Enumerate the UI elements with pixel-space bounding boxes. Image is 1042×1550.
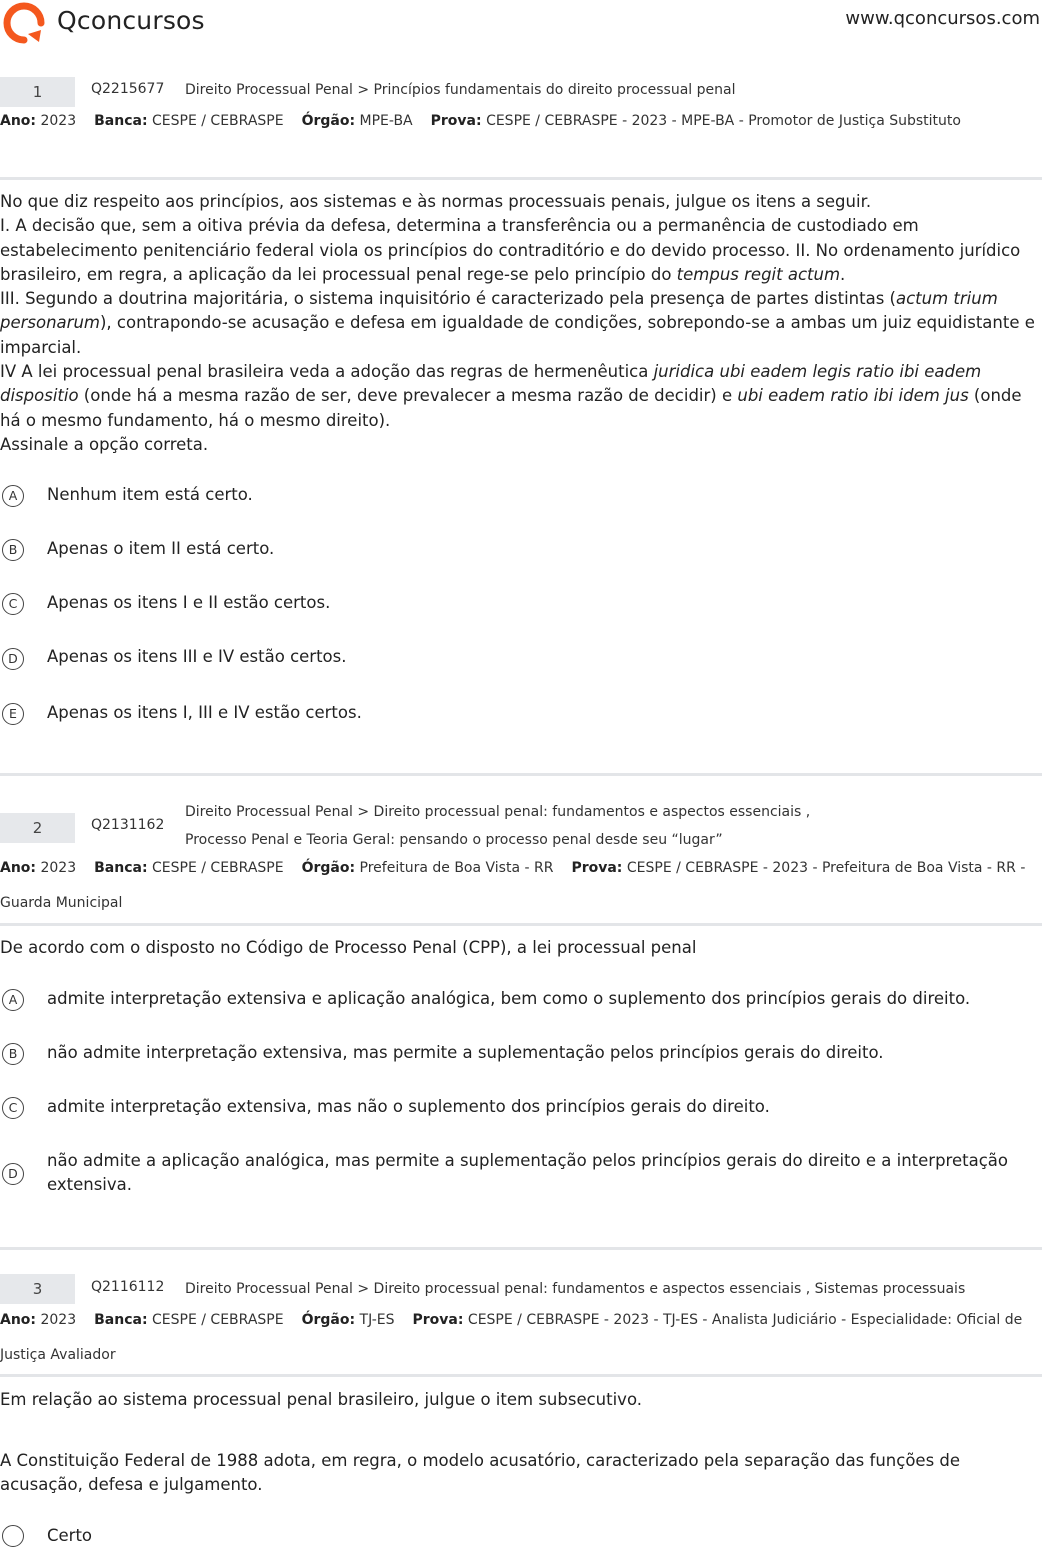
meta-exam[interactable]: CESPE / CEBRASPE - 2023 - MPE-BA - Promotor de Justiça Substituto <box>486 113 961 129</box>
stem-intro: Em relação ao sistema processual penal brasileiro, julgue o item subsecutivo. <box>0 1390 643 1409</box>
option-certo-text[interactable]: Certo <box>47 1526 93 1545</box>
meta-board[interactable]: CESPE / CEBRASPE <box>152 113 284 129</box>
question-subject[interactable]: Processo Penal e Teoria Geral: pensando o processo penal desde seu “lugar” <box>185 832 723 848</box>
meta-exam[interactable]: CESPE / CEBRASPE - 2023 - TJ-ES - Analista Judiciário - Especialidade: Oficial de Justiça Avaliador <box>0 1312 1023 1363</box>
option-a-radio[interactable]: A <box>2 989 24 1011</box>
option-b-text[interactable]: Apenas o item II está certo. <box>47 539 275 558</box>
meta-year: 2023 <box>40 860 77 876</box>
meta-agency[interactable]: TJ-ES <box>359 1312 395 1328</box>
meta-board[interactable]: CESPE / CEBRASPE <box>152 1312 284 1328</box>
meta-exam[interactable]: CESPE / CEBRASPE - 2023 - Prefeitura de Boa Vista - RR - Guarda Municipal <box>0 860 1026 911</box>
meta-board-label: Banca: <box>94 1312 148 1328</box>
question-id[interactable]: Q2116112 <box>91 1279 165 1295</box>
stem-item: I. A decisão que, sem a oitiva prévia da defesa, determina a transferência ou a permanência de custodiado em estabelecimento penitenciário federal viola os princípios do contraditório e do devido processo. II. No ordenamento jurídico brasileiro, em regra, a aplicação da lei processual penal rege-se pelo princípio do tempus regit actum. <box>0 216 1021 284</box>
question-meta <box>0 1303 1030 1373</box>
question-stem <box>0 190 1042 457</box>
meta-board-label: Banca: <box>94 860 148 876</box>
option-certo-radio[interactable] <box>2 1525 24 1547</box>
question-stem <box>0 1388 1042 1412</box>
divider <box>0 923 1042 926</box>
question-number: 2 <box>0 813 75 843</box>
meta-exam-label: Prova: <box>430 113 482 129</box>
stem-intro: No que diz respeito aos princípios, aos sistemas e às normas processuais penais, julgue os itens a seguir. <box>0 192 872 211</box>
question-meta <box>0 851 1030 921</box>
stem-item: IV A lei processual penal brasileira veda a adoção das regras de hermenêutica juridica ubi eadem legis ratio ibi eadem dispositio (onde há a mesma razão de ser, deve prevalecer a mesma razão de decidir) e ubi eadem ratio ibi idem jus (onde há o mesmo fundamento, há o mesmo direito). <box>0 362 1022 430</box>
question-number: 3 <box>0 1274 75 1304</box>
option-e-radio[interactable]: E <box>2 703 24 725</box>
site-url[interactable]: www.qconcursos.com <box>845 8 1040 29</box>
question-stem <box>0 936 1042 960</box>
stem-closing: Assinale a opção correta. <box>0 434 209 454</box>
option-d-radio[interactable]: D <box>2 648 24 670</box>
meta-year: 2023 <box>40 113 77 129</box>
option-d-text[interactable]: não admite a aplicação analógica, mas permite a suplementação pelos princípios gerais do direito e a interpretação extensiva. <box>47 1151 1008 1194</box>
qconcursos-logo-icon <box>2 0 46 44</box>
meta-board-label: Banca: <box>94 113 148 129</box>
option-c-text[interactable]: admite interpretação extensiva, mas não o suplemento dos princípios gerais do direito. <box>47 1097 770 1116</box>
option-c-radio[interactable]: C <box>2 593 24 615</box>
option-e-text[interactable]: Apenas os itens I, III e IV estão certos. <box>47 703 362 722</box>
meta-agency-label: Órgão: <box>301 1312 356 1328</box>
stem-statement: A Constituição Federal de 1988 adota, em regra, o modelo acusatório, caracterizado pela separação das funções de acusação, defesa e julgamento. <box>0 1451 961 1495</box>
option-a-radio[interactable]: A <box>2 485 24 507</box>
meta-exam-label: Prova: <box>571 860 623 876</box>
question-separator <box>0 773 1042 776</box>
option-b-text[interactable]: não admite interpretação extensiva, mas permite a suplementação pelos princípios gerais do direito. <box>47 1043 884 1062</box>
option-c-radio[interactable]: C <box>2 1097 24 1119</box>
meta-year-label: Ano: <box>0 1312 37 1328</box>
meta-board[interactable]: CESPE / CEBRASPE <box>152 860 284 876</box>
stem-intro: De acordo com o disposto no Código de Processo Penal (CPP), a lei processual penal <box>0 938 697 957</box>
option-c-text[interactable]: Apenas os itens I e II estão certos. <box>47 593 331 612</box>
option-a-text[interactable]: admite interpretação extensiva e aplicação analógica, bem como o suplemento dos princípios gerais do direito. <box>47 989 971 1008</box>
question-meta <box>0 104 1030 139</box>
option-a-text[interactable]: Nenhum item está certo. <box>47 485 253 504</box>
brand-name: Qconcursos <box>57 6 205 35</box>
question-subject[interactable]: Direito Processual Penal > Princípios fundamentais do direito processual penal <box>185 82 736 98</box>
meta-agency[interactable]: Prefeitura de Boa Vista - RR <box>359 860 554 876</box>
meta-year-label: Ano: <box>0 860 37 876</box>
question-number: 1 <box>0 77 75 107</box>
meta-year-label: Ano: <box>0 113 37 129</box>
option-d-radio[interactable]: D <box>2 1163 24 1185</box>
question-statement <box>0 1449 1042 1498</box>
option-b-radio[interactable]: B <box>2 1043 24 1065</box>
meta-agency[interactable]: MPE-BA <box>359 113 413 129</box>
question-id[interactable]: Q2215677 <box>91 81 165 97</box>
stem-item: III. Segundo a doutrina majoritária, o sistema inquisitório é caracterizado pela presença de partes distintas (actum trium personarum), contrapondo-se acusação e defesa em igualdade de condições, sobrepondo-se a ambas um juiz equidistante e imparcial. <box>0 289 1035 357</box>
divider <box>0 1374 1042 1377</box>
option-b-radio[interactable]: B <box>2 539 24 561</box>
option-d-text[interactable]: Apenas os itens III e IV estão certos. <box>47 647 347 666</box>
meta-year: 2023 <box>40 1312 77 1328</box>
meta-agency-label: Órgão: <box>301 113 356 129</box>
question-subject[interactable]: Direito Processual Penal > Direito processual penal: fundamentos e aspectos essenciais , Sistemas processuais <box>185 1281 966 1297</box>
question-subject[interactable]: Direito Processual Penal > Direito processual penal: fundamentos e aspectos essenciais , <box>185 804 811 820</box>
meta-exam-label: Prova: <box>412 1312 464 1328</box>
divider <box>0 177 1042 180</box>
meta-agency-label: Órgão: <box>301 860 356 876</box>
question-id[interactable]: Q2131162 <box>91 817 165 833</box>
question-separator <box>0 1247 1042 1250</box>
